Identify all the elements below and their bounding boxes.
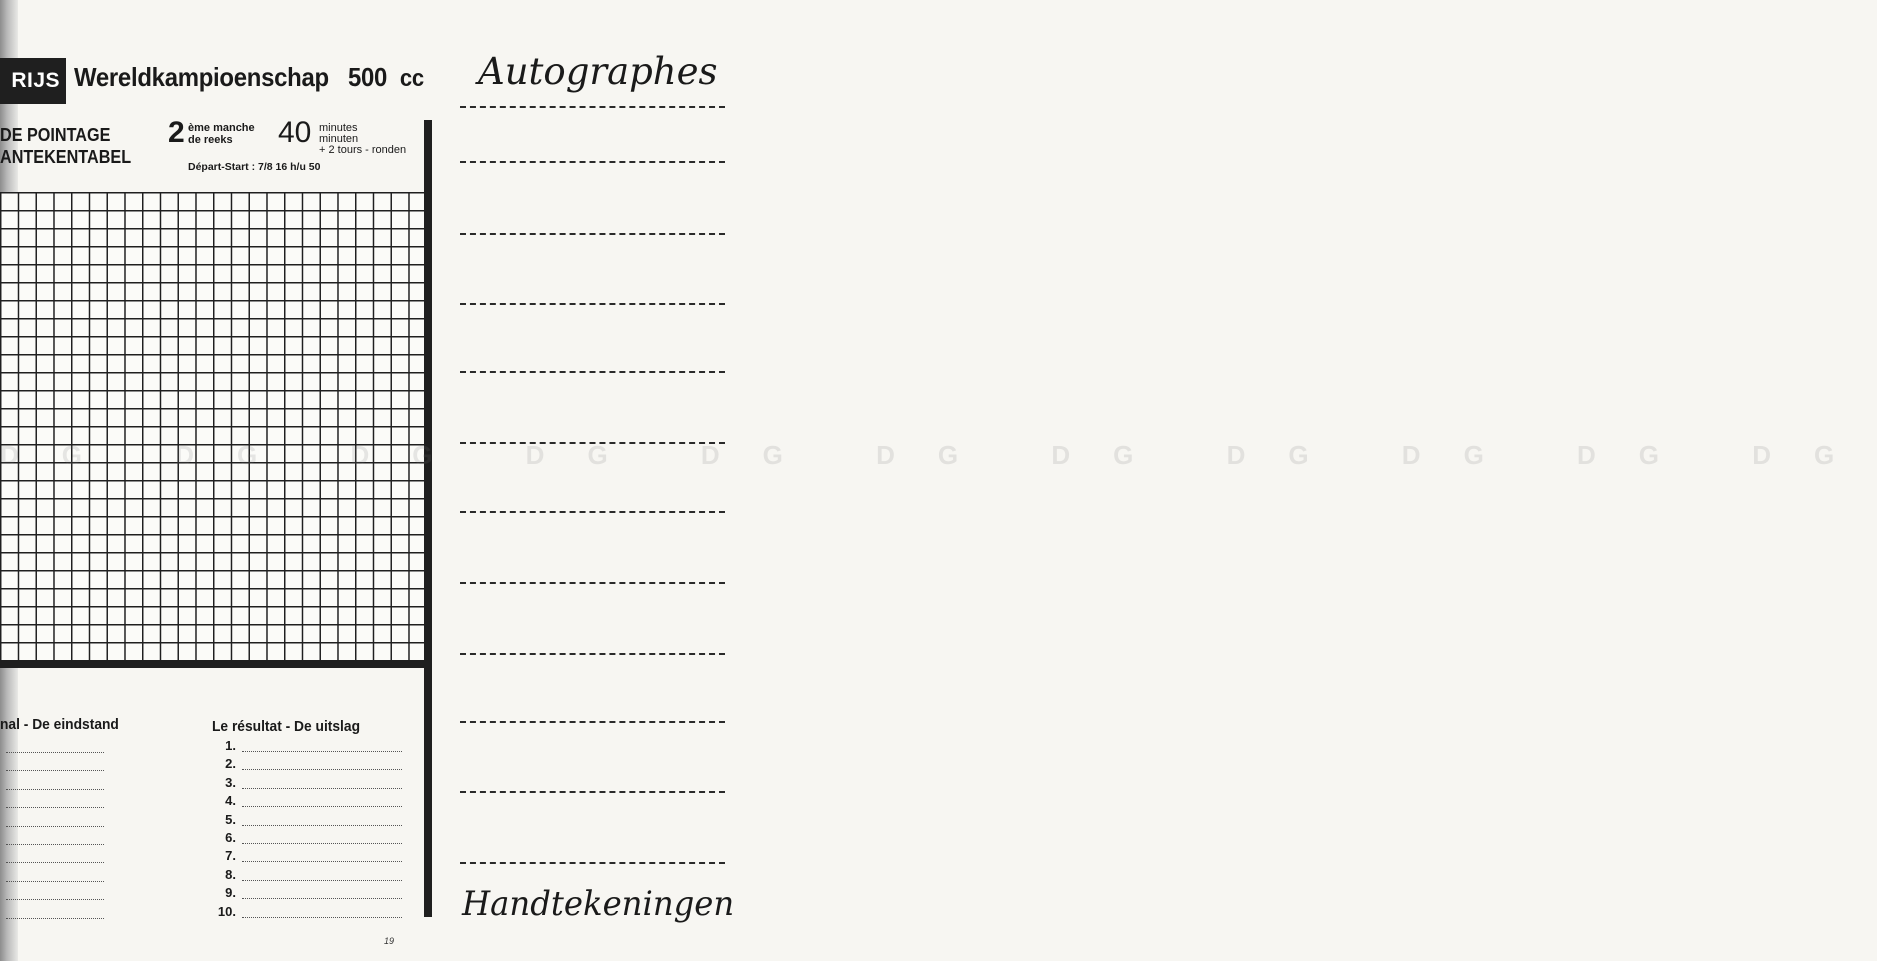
duration-line3: + 2 tours - ronden bbox=[319, 144, 407, 156]
unit: cc bbox=[399, 65, 424, 92]
result-row[interactable] bbox=[212, 830, 402, 848]
page-title bbox=[74, 62, 424, 93]
autographs-title: Autographes bbox=[478, 50, 718, 93]
result-row[interactable] bbox=[212, 904, 402, 922]
pointage-line1: DE POINTAGE bbox=[0, 125, 111, 145]
final-entry-line[interactable] bbox=[6, 806, 104, 808]
result-position: 7. bbox=[225, 848, 236, 864]
result-entry-line[interactable] bbox=[242, 898, 402, 899]
result-position: 2. bbox=[225, 756, 236, 772]
manche-number: 2 bbox=[168, 116, 185, 149]
result-row[interactable] bbox=[212, 867, 402, 885]
autograph-line[interactable] bbox=[460, 233, 725, 235]
autograph-line[interactable] bbox=[460, 161, 725, 163]
result-entry-line[interactable] bbox=[242, 880, 402, 881]
result-row[interactable] bbox=[212, 793, 402, 811]
manche-line1: ème manche bbox=[188, 122, 255, 134]
pointage-line2: ANTEKENTABEL bbox=[0, 147, 132, 167]
autograph-line[interactable] bbox=[460, 371, 725, 373]
result-row[interactable] bbox=[212, 848, 402, 866]
result-row[interactable] bbox=[212, 812, 402, 830]
series-tag: RIJS bbox=[0, 58, 66, 104]
result-entry-line[interactable] bbox=[242, 917, 402, 918]
result-entry-line[interactable] bbox=[242, 843, 402, 844]
final-entry-line[interactable] bbox=[6, 861, 104, 863]
result-position: 9. bbox=[225, 885, 236, 901]
autograph-line[interactable] bbox=[460, 106, 725, 108]
displacement: 500 bbox=[347, 62, 388, 92]
autograph-line[interactable] bbox=[460, 862, 725, 864]
autograph-line[interactable] bbox=[460, 442, 725, 444]
result-position: 10. bbox=[217, 903, 236, 919]
final-entry-line[interactable] bbox=[6, 917, 104, 919]
result-entry-line[interactable] bbox=[242, 788, 402, 789]
start-time: Départ-Start : 7/8 16 h/u 50 bbox=[188, 161, 321, 173]
autograph-line[interactable] bbox=[460, 721, 725, 723]
watermark: DG DG DG DG DG DG DG DG DG DG DG bbox=[0, 440, 1877, 470]
manche-label bbox=[188, 122, 255, 146]
result-row[interactable] bbox=[212, 738, 402, 756]
page-number: 19 bbox=[384, 936, 395, 946]
final-entry-line[interactable] bbox=[6, 769, 104, 771]
autograph-line[interactable] bbox=[460, 303, 725, 305]
result-row[interactable] bbox=[212, 885, 402, 903]
final-entry-line[interactable] bbox=[6, 788, 104, 790]
result-position: 4. bbox=[225, 793, 236, 809]
result-position: 6. bbox=[225, 830, 236, 845]
manche-line2: de reeks bbox=[188, 134, 233, 146]
autograph-line[interactable] bbox=[460, 511, 725, 513]
final-entry-line[interactable] bbox=[6, 825, 104, 827]
vertical-divider bbox=[424, 120, 432, 917]
final-entry-line[interactable] bbox=[6, 880, 104, 882]
result-position: 5. bbox=[225, 811, 236, 827]
result-row[interactable] bbox=[212, 775, 402, 793]
result-heading: Le résultat - De uitslag bbox=[212, 718, 361, 735]
lap-scoring-grid[interactable] bbox=[0, 192, 426, 660]
duration-line1: minutes bbox=[319, 122, 358, 134]
result-position: 3. bbox=[225, 774, 236, 790]
result-row[interactable] bbox=[212, 756, 402, 774]
autographs-footer: Handtekeningen bbox=[462, 884, 735, 924]
pointage-heading bbox=[0, 124, 131, 168]
final-entry-line[interactable] bbox=[6, 751, 104, 753]
result-position: 1. bbox=[225, 738, 236, 753]
grid-bottom-rule bbox=[0, 660, 430, 668]
result-entry-line[interactable] bbox=[242, 769, 402, 770]
final-entry-line[interactable] bbox=[6, 898, 104, 900]
result-entry-line[interactable] bbox=[242, 825, 402, 826]
duration-minutes: 40 bbox=[278, 116, 312, 149]
duration-label bbox=[319, 123, 406, 156]
final-standings-heading: nal - De eindstand bbox=[0, 716, 119, 733]
result-position: 8. bbox=[225, 866, 236, 882]
result-entry-line[interactable] bbox=[242, 861, 402, 862]
duration-line2: minuten bbox=[319, 133, 359, 145]
result-entry-line[interactable] bbox=[242, 751, 402, 752]
autograph-line[interactable] bbox=[460, 653, 725, 655]
autograph-line[interactable] bbox=[460, 791, 725, 793]
title-text: Wereldkampioenschap bbox=[74, 62, 329, 92]
final-entry-line[interactable] bbox=[6, 843, 104, 845]
autograph-line[interactable] bbox=[460, 582, 725, 584]
result-entry-line[interactable] bbox=[242, 806, 402, 807]
